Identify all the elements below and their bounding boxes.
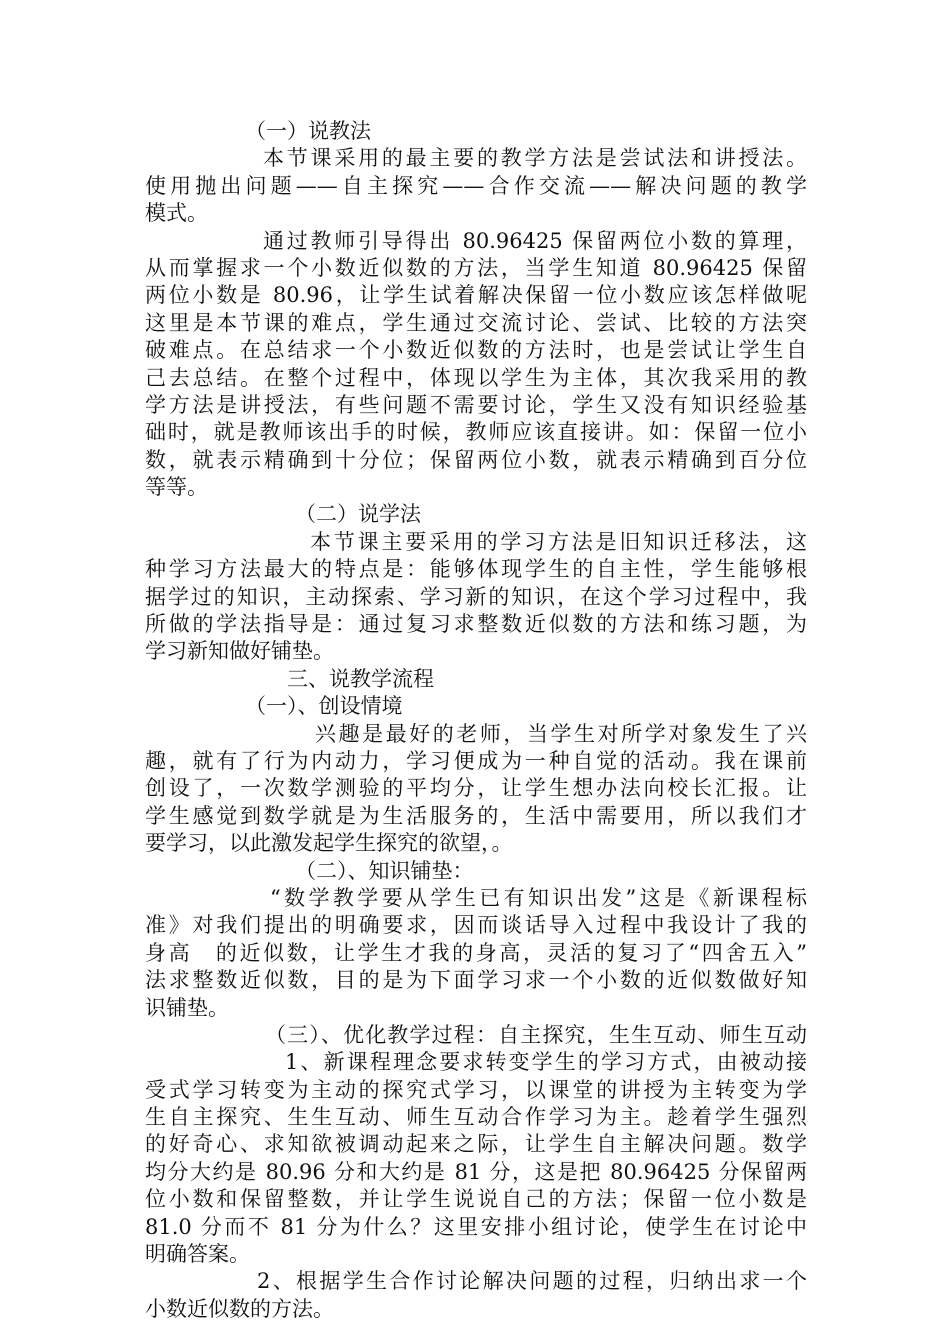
text-line: 数，就表示精确到十分位；保留两位小数，就表示精确到百分位	[145, 447, 807, 472]
text-line: 学方法是讲授法，有些问题不需要讨论，学生又没有知识经验基	[145, 392, 807, 417]
text-line: （一）说教法	[245, 119, 371, 143]
text-line: 法求整数近似数，目的是为下面学习求一个小数的近似数做好知	[145, 968, 807, 993]
text-line: 趣，就有了行为内动力，学习便成为一种自觉的活动。我在课前	[145, 748, 807, 773]
text-line: （二）说学法	[295, 502, 421, 527]
text-line: 识铺垫。	[145, 995, 229, 1020]
text-line: （三）、优化教学过程：自主探究，生生互动、师生互动	[265, 1022, 807, 1047]
text-line: 身高 的近似数，让学生才我的身高，灵活的复习了“四舍五入”	[145, 940, 807, 965]
text-line: 本节课主要采用的学习方法是旧知识迁移法，这	[310, 529, 807, 554]
text-line: 的好奇心、求知欲被调动起来之际，让学生自主解决问题。数学	[145, 1132, 807, 1157]
text-line: 从而掌握求一个小数近似数的方法，当学生知道 80.96425 保留	[145, 255, 807, 280]
text-line: 准》对我们提出的明确要求，因而谈话导入过程中我设计了我的	[145, 913, 807, 938]
text-line: 这里是本节课的难点，学生通过交流讨论、尝试、比较的方法突	[145, 310, 807, 335]
text-line: 学习新知做好铺垫。	[145, 639, 334, 664]
text-line: 础时，就是教师该出手的时候，教师应该直接讲。如：保留一位小	[145, 420, 807, 445]
text-line: 两位小数是 80.96，让学生试着解决保留一位小数应该怎样做呢	[145, 283, 807, 308]
text-line: 要学习，以此激发起学生探究的欲望，。	[145, 831, 513, 856]
text-line: 所做的学法指导是：通过复习求整数近似数的方法和练习题，为	[145, 612, 807, 637]
text-line: 三、说教学流程	[287, 666, 434, 691]
text-line: 创设了，一次数学测验的平均分，让学生想办法向校长汇报。让	[145, 776, 807, 801]
text-line: 1、新课程理念要求转变学生的学习方式，由被动接	[285, 1050, 807, 1075]
text-line: 种学习方法最大的特点是：能够体现学生的自主性，学生能够根	[145, 557, 807, 582]
text-line: （二）、知识铺垫：	[295, 858, 474, 883]
text-line: 通过教师引导得出 80.96425 保留两位小数的算理，	[263, 228, 807, 253]
text-line: （一）、创设情境	[245, 694, 403, 719]
text-line: 破难点。在总结求一个小数近似数的方法时，也是尝试让学生自	[145, 338, 807, 363]
text-line: 本节课采用的最主要的教学方法是尝试法和讲授法。	[263, 146, 807, 171]
text-line: 兴趣是最好的老师，当学生对所学对象发生了兴	[315, 721, 807, 746]
text-line: 2、根据学生合作讨论解决问题的过程，归纳出求一个	[257, 1269, 807, 1294]
text-line: 等等。	[145, 475, 208, 500]
text-line: 受式学习转变为主动的探究式学习，以课堂的讲授为主转变为学	[145, 1077, 807, 1102]
text-line: 小数近似数的方法。	[145, 1296, 334, 1321]
text-line: “数学教学要从学生已有知识出发”这是《新课程标	[270, 885, 807, 910]
text-line: 模式。	[145, 201, 208, 226]
text-line: 位小数和保留整数，并让学生说说自己的方法；保留一位小数是	[145, 1187, 807, 1212]
text-line: 使用抛出问题——自主探究——合作交流——解决问题的教学	[145, 173, 807, 198]
text-line: 学生感觉到数学就是为生活服务的，生活中需要用，所以我们才	[145, 803, 807, 828]
text-line: 81.0 分而不 81 分为什么？这里安排小组讨论，使学生在讨论中	[145, 1214, 807, 1239]
text-line: 己去总结。在整个过程中，体现以学生为主体，其次我采用的教	[145, 365, 807, 390]
text-line: 据学过的知识，主动探索、学习新的知识，在这个学习过程中，我	[145, 584, 807, 609]
document-body	[145, 118, 807, 1323]
text-line: 明确答案。	[145, 1242, 250, 1267]
text-line: 生自主探究、生生互动、师生互动合作学习为主。趁着学生强烈	[145, 1105, 807, 1130]
text-line: 均分大约是 80.96 分和大约是 81 分，这是把 80.96425 分保留两	[145, 1159, 807, 1184]
